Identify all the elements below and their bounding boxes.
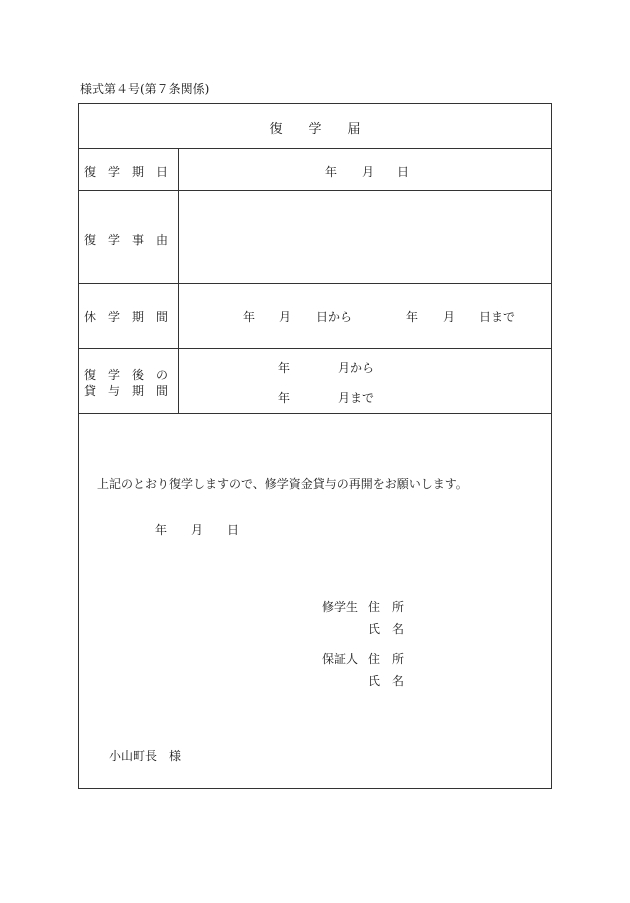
return-date-label: 復 学 期 日 xyxy=(84,165,169,179)
reason-row xyxy=(79,191,551,284)
return-date-day[interactable]: 日 xyxy=(397,165,410,179)
form-title: 復 学 届 xyxy=(269,122,361,137)
reason-label-cell xyxy=(79,191,179,283)
leave-period-row xyxy=(79,284,551,349)
addressee: 小山町長 様 xyxy=(109,749,182,763)
submit-date-year[interactable]: 年 xyxy=(155,523,168,537)
leave-to-year[interactable]: 年 xyxy=(406,310,419,324)
declaration-statement: 上記のとおり復学しますので、修学資金貸与の再開をお願いします。 xyxy=(97,477,468,491)
return-date-month[interactable]: 月 xyxy=(362,165,375,179)
loan-period-label-line1: 復 学 後 の xyxy=(84,368,169,382)
loan-from-year[interactable]: 年 xyxy=(278,361,291,375)
loan-period-label-line2: 貸 与 期 間 xyxy=(84,384,169,398)
student-label: 修学生 xyxy=(322,600,359,614)
guarantor-name-label: 氏 名 xyxy=(368,674,405,688)
submit-date-month[interactable]: 月 xyxy=(191,523,204,537)
leave-period-label: 休 学 期 間 xyxy=(84,310,169,324)
leave-from-day[interactable]: 日から xyxy=(316,310,353,324)
student-name-label: 氏 名 xyxy=(368,622,405,636)
guarantor-label: 保証人 xyxy=(322,652,359,666)
leave-from-year[interactable]: 年 xyxy=(243,310,256,324)
return-date-label-cell xyxy=(79,149,179,190)
submit-date-day[interactable]: 日 xyxy=(227,523,240,537)
loan-period-row xyxy=(79,349,551,414)
loan-from-month[interactable]: 月から xyxy=(338,361,375,375)
form-number: 様式第４号(第７条関係) xyxy=(80,82,210,96)
declaration-area xyxy=(79,414,551,788)
leave-to-day[interactable]: 日まで xyxy=(479,310,516,324)
return-date-row xyxy=(79,149,551,191)
loan-period-label-cell xyxy=(79,349,179,413)
leave-from-month[interactable]: 月 xyxy=(279,310,292,324)
loan-to-month[interactable]: 月まで xyxy=(338,391,375,405)
reason-label: 復 学 事 由 xyxy=(84,233,169,247)
student-address-label: 住 所 xyxy=(368,600,405,614)
return-to-school-form xyxy=(78,103,552,789)
reason-field[interactable] xyxy=(179,191,551,283)
guarantor-address-label: 住 所 xyxy=(368,652,405,666)
loan-to-year[interactable]: 年 xyxy=(278,391,291,405)
return-date-year[interactable]: 年 xyxy=(325,165,338,179)
leave-to-month[interactable]: 月 xyxy=(443,310,456,324)
title-row xyxy=(79,104,551,149)
leave-period-label-cell xyxy=(79,284,179,348)
